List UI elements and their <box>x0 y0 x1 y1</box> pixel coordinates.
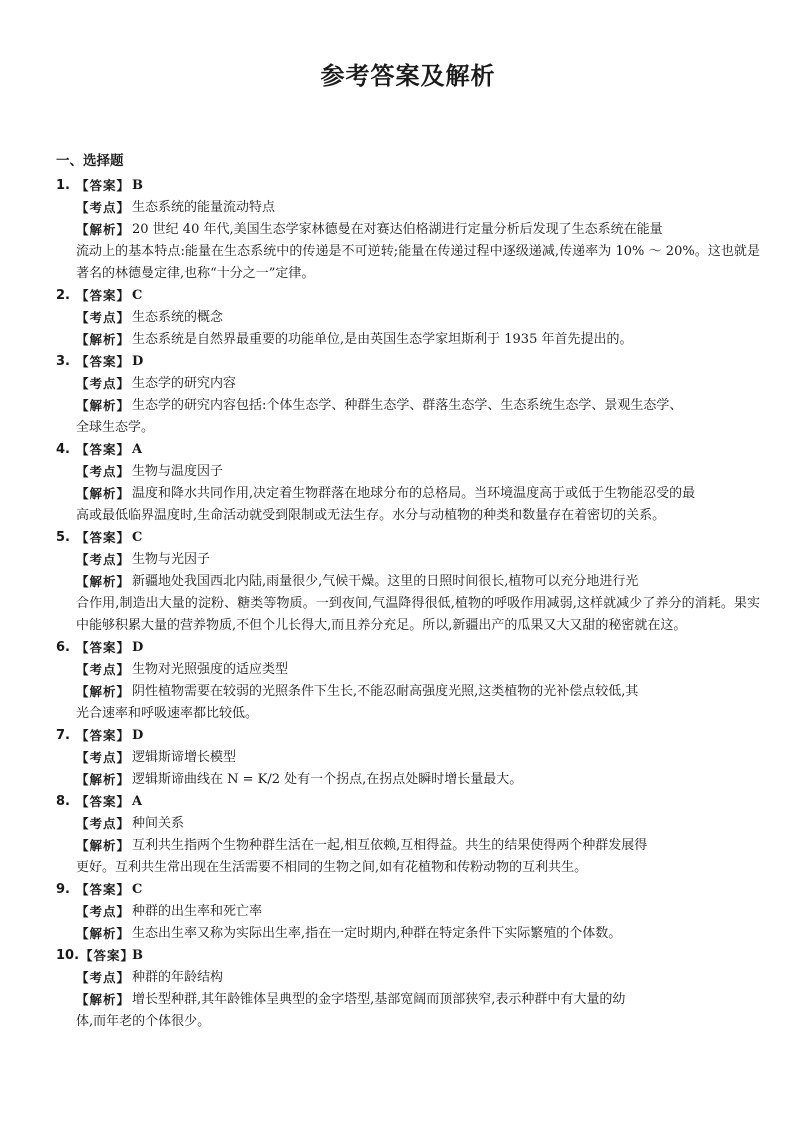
answer-tag: 【答案】 <box>76 354 131 369</box>
answer-item <box>56 879 760 945</box>
answer-row <box>56 527 760 549</box>
answer-value: A <box>132 794 143 809</box>
analysis-text: 互利共生指两个生物种群生活在一起,相互依赖,互相得益。共生的结果使得两个种群发展得 <box>132 838 648 853</box>
analysis-tag: 【解析】 <box>76 332 131 347</box>
point-text: 种间关系 <box>132 816 185 831</box>
question-number: 1. <box>56 178 70 193</box>
analysis-tag: 【解析】 <box>76 574 131 589</box>
analysis-row <box>56 483 760 505</box>
point-tag: 【考点】 <box>76 904 131 919</box>
answer-tag: 【答案】 <box>76 530 131 545</box>
analysis-row <box>56 989 760 1011</box>
page-title: 参考答案及解析 <box>320 62 496 90</box>
analysis-row <box>56 395 760 417</box>
analysis-tag: 【解析】 <box>76 684 131 699</box>
answer-item <box>56 175 760 285</box>
point-row <box>56 747 760 769</box>
analysis-text: 20 世纪 40 年代,美国生态学家林德曼在对赛达伯格湖进行定量分析后发现了生态系统在能量 <box>132 222 663 237</box>
analysis-text: 生态出生率又称为实际出生率,指在一定时期内,种群在特定条件下实际繁殖的个体数。 <box>132 926 622 941</box>
analysis-text: 新疆地处我国西北内陆,雨量很少,气候干燥。这里的日照时间很长,植物可以充分地进行光 <box>132 574 639 589</box>
answer-item <box>56 725 760 791</box>
answer-list <box>56 175 760 1033</box>
answer-item <box>56 285 760 351</box>
answer-tag: 【答案】 <box>80 948 135 963</box>
point-text: 生物对光照强度的适应类型 <box>132 662 289 677</box>
point-row <box>56 373 760 395</box>
point-row <box>56 659 760 681</box>
analysis-tag: 【解析】 <box>76 926 131 941</box>
point-tag: 【考点】 <box>76 816 131 831</box>
question-number: 5. <box>56 530 70 545</box>
point-text: 生态系统的能量流动特点 <box>132 200 276 215</box>
point-text: 生态系统的概念 <box>132 310 224 325</box>
point-row <box>56 813 760 835</box>
answer-tag: 【答案】 <box>76 794 131 809</box>
point-row <box>56 461 760 483</box>
answer-item <box>56 351 760 439</box>
answer-row <box>56 637 760 659</box>
answer-value: B <box>132 948 143 963</box>
point-text: 种群的出生率和死亡率 <box>132 904 263 919</box>
point-text: 生物与光因子 <box>132 552 211 567</box>
answer-value: D <box>132 728 144 743</box>
answer-row <box>56 945 760 967</box>
analysis-continuation: 高或最低临界温度时,生命活动就受到限制或无法生存。水分与动植物的种类和数量存在着密切的关系。 <box>76 508 666 523</box>
point-tag: 【考点】 <box>76 750 131 765</box>
analysis-continuation: 流动上的基本特点:能量在生态系统中的传递是不可逆转;能量在传递过程中逐级递减,传递率为 10% ～ 20%。这也就是著名的林德曼定律,也称“十分之一”定律。 <box>76 244 760 281</box>
analysis-tag: 【解析】 <box>76 838 131 853</box>
point-tag: 【考点】 <box>76 464 131 479</box>
answer-tag: 【答案】 <box>76 288 131 303</box>
answer-row <box>56 791 760 813</box>
analysis-row <box>56 835 760 857</box>
answer-item <box>56 527 760 637</box>
point-tag: 【考点】 <box>76 310 131 325</box>
question-number: 10. <box>56 948 80 963</box>
answer-item <box>56 637 760 725</box>
answer-value: D <box>132 354 144 369</box>
analysis-tag: 【解析】 <box>76 398 131 413</box>
point-tag: 【考点】 <box>76 970 131 985</box>
analysis-row <box>56 219 760 241</box>
answer-tag: 【答案】 <box>76 728 131 743</box>
point-text: 逻辑斯谛增长模型 <box>132 750 237 765</box>
answer-tag: 【答案】 <box>76 442 131 457</box>
analysis-text: 生态学的研究内容包括:个体生态学、种群生态学、群落生态学、生态系统生态学、景观生态学、 <box>132 398 683 413</box>
answer-value: C <box>132 530 143 545</box>
answer-value: C <box>132 288 143 303</box>
analysis-continuation: 合作用,制造出大量的淀粉、糖类等物质。一到夜间,气温降得很低,植物的呼吸作用减弱,这样就减少了养分的消耗。果实中能够积累大量的营养物质,不但个儿长得大,而且养分充足。所以,新疆出产的瓜果又大又甜的秘密就在这。 <box>76 596 760 633</box>
question-number: 2. <box>56 288 70 303</box>
analysis-row <box>56 571 760 593</box>
answer-value: A <box>132 442 143 457</box>
answer-row <box>56 439 760 461</box>
point-text: 生态学的研究内容 <box>132 376 237 391</box>
analysis-row <box>56 329 760 351</box>
analysis-continuation: 光合速率和呼吸速率都比较低。 <box>76 706 259 721</box>
analysis-text: 逻辑斯谛曲线在 N = K/2 处有一个拐点,在拐点处瞬时增长量最大。 <box>132 772 523 787</box>
analysis-text: 增长型种群,其年龄锥体呈典型的金字塔型,基部宽阔而顶部狭窄,表示种群中有大量的幼 <box>132 992 626 1007</box>
point-tag: 【考点】 <box>76 376 131 391</box>
analysis-text: 温度和降水共同作用,决定着生物群落在地球分布的总格局。当环境温度高于或低于生物能忍受的最 <box>132 486 696 501</box>
answer-row <box>56 879 760 901</box>
question-number: 7. <box>56 728 70 743</box>
point-row <box>56 967 760 989</box>
question-number: 8. <box>56 794 70 809</box>
answer-value: C <box>132 882 143 897</box>
answer-row <box>56 285 760 307</box>
point-tag: 【考点】 <box>76 200 131 215</box>
point-text: 种群的年龄结构 <box>132 970 224 985</box>
question-number: 9. <box>56 882 70 897</box>
point-row <box>56 549 760 571</box>
question-number: 6. <box>56 640 70 655</box>
answer-item <box>56 791 760 879</box>
analysis-continuation: 更好。互利共生常出现在生活需要不相同的生物之间,如有花植物和传粉动物的互利共生。 <box>76 860 588 875</box>
question-number: 3. <box>56 354 70 369</box>
analysis-row <box>56 681 760 703</box>
analysis-text: 阴性植物需要在较弱的光照条件下生长,不能忍耐高强度光照,这类植物的光补偿点较低,其 <box>132 684 639 699</box>
question-number: 4. <box>56 442 70 457</box>
point-text: 生物与温度因子 <box>132 464 224 479</box>
analysis-tag: 【解析】 <box>76 772 131 787</box>
analysis-tag: 【解析】 <box>76 992 131 1007</box>
answer-tag: 【答案】 <box>76 882 131 897</box>
answer-tag: 【答案】 <box>76 178 131 193</box>
answer-value: D <box>132 640 144 655</box>
answer-row <box>56 351 760 373</box>
answer-item <box>56 439 760 527</box>
point-row <box>56 197 760 219</box>
answer-value: B <box>132 178 143 193</box>
analysis-text: 生态系统是自然界最重要的功能单位,是由英国生态学家坦斯利于 1935 年首先提出的。 <box>132 332 633 347</box>
answer-tag: 【答案】 <box>76 640 131 655</box>
point-row <box>56 307 760 329</box>
answer-item <box>56 945 760 1033</box>
analysis-continuation: 全球生态学。 <box>76 420 155 435</box>
analysis-tag: 【解析】 <box>76 486 131 501</box>
point-tag: 【考点】 <box>76 662 131 677</box>
answer-row <box>56 725 760 747</box>
analysis-row <box>56 923 760 945</box>
point-row <box>56 901 760 923</box>
analysis-tag: 【解析】 <box>76 222 131 237</box>
answer-row <box>56 175 760 197</box>
analysis-row <box>56 769 760 791</box>
section-heading: 一、选择题 <box>56 153 124 169</box>
analysis-continuation: 体,而年老的个体很少。 <box>76 1014 211 1029</box>
point-tag: 【考点】 <box>76 552 131 567</box>
